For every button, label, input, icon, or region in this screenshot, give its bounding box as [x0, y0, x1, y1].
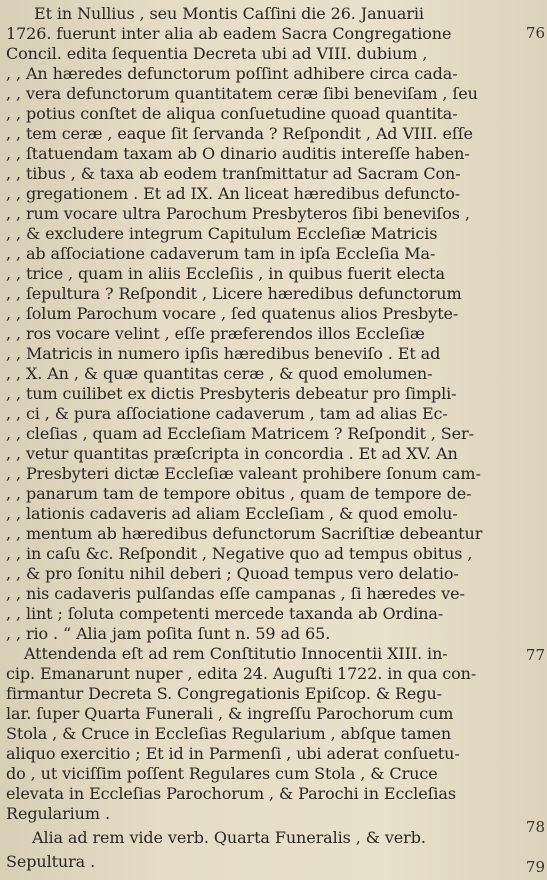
text-line: , , & pro ſonitu nihil deberi ; Quoad tempus vero delatio- — [6, 564, 459, 583]
text-line: , , potius conſtet de aliqua conſuetudine quoad quantita- — [6, 104, 458, 123]
text-line: cip. Emanarunt nuper , edita 24. Auguſti 1722. in qua con- — [6, 664, 477, 683]
text-line: 1726. fuerunt inter alia ab eadem Sacra Congregatione — [6, 24, 452, 43]
text-line: , , Presbyteri dictæ Eccleſiæ valeant prohibere ſonum cam- — [6, 464, 481, 483]
text-line: , , cleſias , quam ad Eccleſiam Matricem ? Reſpondit , Ser- — [6, 424, 474, 443]
text-line: , , ab aſſociatione cadaverum tam in ipſa Eccleſia Ma- — [6, 244, 436, 263]
text-line: elevata in Eccleſias Parochorum , & Parochi in Eccleſias — [6, 784, 456, 803]
margin-number: 78 — [525, 818, 545, 836]
text-line: , , ros vocare velint , eſſe præferendos illos Eccleſiæ — [6, 324, 425, 343]
margin-number: 76 — [525, 24, 545, 42]
text-line: , , ſepultura ? Reſpondit , Licere hæredibus defunctorum — [6, 284, 462, 303]
text-line: , , tum cuilibet ex dictis Presbyteris debeatur pro ſimpli- — [6, 384, 457, 403]
text-line: Alia ad rem vide verb. Quarta Funeralis , & verb. — [32, 828, 426, 847]
text-line: , , ſolum Parochum vocare , ſed quatenus alios Presbyte- — [6, 304, 459, 323]
text-line: , , tibus , & taxa ab eodem tranſmittatur ad Sacram Con- — [6, 164, 461, 183]
text-line: Stola , & Cruce in Eccleſias Regularium , abſque tamen — [6, 724, 452, 743]
text-line: , , rio . “ Alia jam poſita ſunt n. 59 ad 65. — [6, 624, 331, 643]
text-line: , , Matricis in numero ipſis hæredibus beneviſo . Et ad — [6, 344, 441, 363]
text-line: aliquo exercitio ; Et id in Parmenſi , ubi aderat conſuetu- — [6, 744, 460, 763]
text-line: , , ſtatuendam taxam ab O dinario auditis intereſſe haben- — [6, 144, 470, 163]
text-line: , , An hæredes defunctorum poſſint adhibere circa cada- — [6, 64, 458, 83]
text-line: , , X. An , & quæ quantitas ceræ , & quod emolumen- — [6, 364, 433, 383]
margin-number: 77 — [525, 646, 545, 664]
text-line: lar. ſuper Quarta Funerali , & ingreſſu Parochorum cum — [6, 704, 454, 723]
text-line: , , vetur quantitas præſcripta in concordia . Et ad XV. An — [6, 444, 458, 463]
text-line: , , mentum ab hæredibus defunctorum Sacriſtiæ debeantur — [6, 524, 483, 543]
text-line: , , vera defunctorum quantitatem ceræ ſibi beneviſam , ſeu — [6, 84, 478, 103]
text-line: , , panarum tam de tempore obitus , quam de tempore de- — [6, 484, 472, 503]
text-line: , , & excludere integrum Capitulum Eccleſiæ Matricis — [6, 224, 438, 243]
text-line: , , nis cadaveris pulſandas eſſe campanas , ſi hæredes ve- — [6, 584, 465, 603]
text-line: , , lint ; ſoluta competenti mercede taxanda ab Ordina- — [6, 604, 444, 623]
margin-number: 79 — [525, 858, 545, 876]
text-line: , , in caſu &c. Reſpondit , Negative quo ad tempus obitus , — [6, 544, 473, 563]
text-line: firmantur Decreta S. Congregationis Epiſcop. & Regu- — [6, 684, 442, 703]
text-line: Concil. edita ſequentia Decreta ubi ad VIII. dubium , — [6, 44, 428, 63]
text-line: Regularium . — [6, 804, 110, 823]
book-page — [6, 0, 530, 880]
text-line: , , gregationem . Et ad IX. An liceat hæredibus defuncto- — [6, 184, 461, 203]
text-line: , , tem ceræ , eaque ſit ſervanda ? Reſpondit , Ad VIII. eſſe — [6, 124, 473, 143]
text-line: , , ci , & pura aſſociatione cadaverum , tam ad alias Ec- — [6, 404, 448, 423]
text-line: Et in Nullius , seu Montis Caſſini die 26. Januarii — [34, 4, 424, 23]
text-line: Attendenda eſt ad rem Conſtitutio Innocentii XIII. in- — [24, 644, 448, 663]
text-line: , , trice , quam in aliis Eccleſiis , in quibus fuerit electa — [6, 264, 445, 283]
text-line: Sepultura . — [6, 852, 96, 871]
text-line: , , rum vocare ultra Parochum Presbyteros ſibi beneviſos , — [6, 204, 470, 223]
text-line: do , ut viciſſim poſſent Regulares cum Stola , & Cruce — [6, 764, 438, 783]
text-line: , , lationis cadaveris ad aliam Eccleſiam , & quod emolu- — [6, 504, 458, 523]
